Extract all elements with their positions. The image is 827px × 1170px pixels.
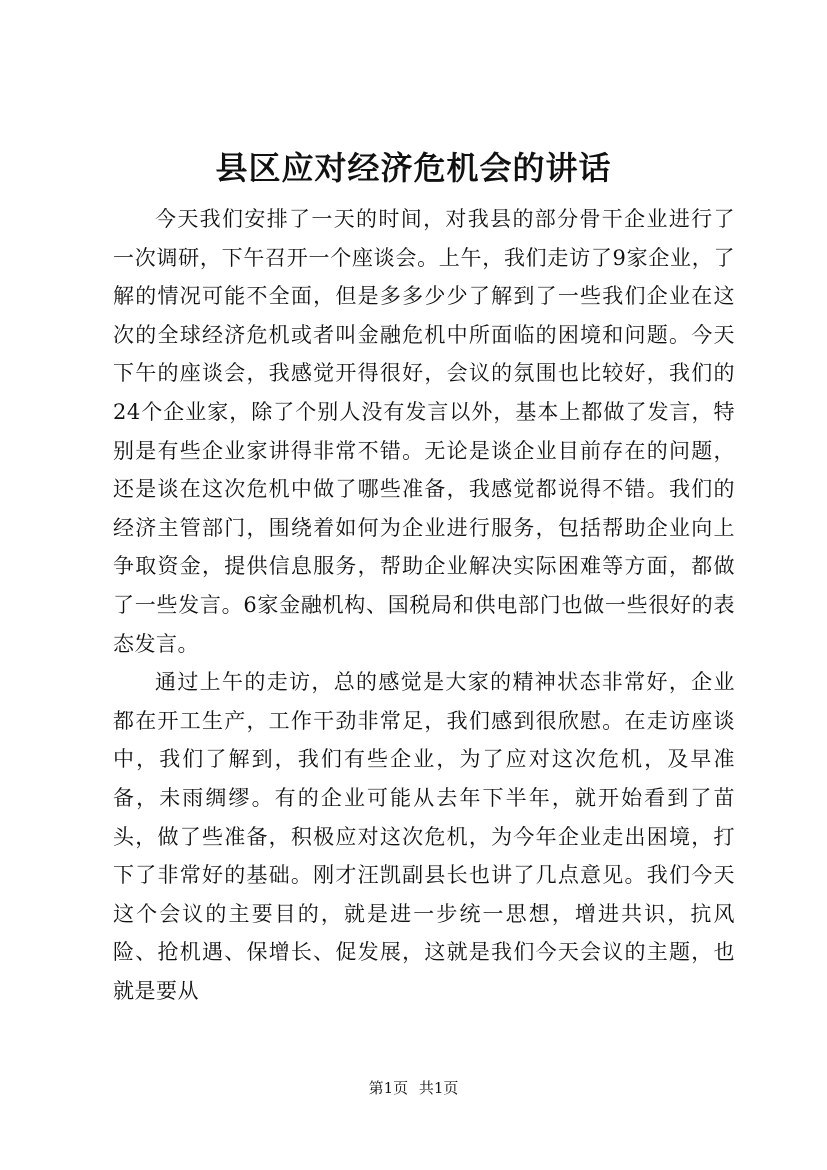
body-paragraph-2: 通过上午的走访，总的感觉是大家的精神状态非常好，企业都在开工生产，工作干劲非常足，我们感到很欣慰。在走访座谈中，我们了解到，我们有些企业，为了应对这次危机，及早准备，未雨绸缪。有的企业可能从去年下半年，就开始看到了苗头，做了些准备，积极应对这次危机，为今年企业走出困境，打下了非常好的基础。刚才汪凯副县长也讲了几点意见。我们今天这个会议的主要目的，就是进一步统一思想，增进共识，抗风险、抢机遇、保增长、促发展，这就是我们今天会议的主题，也就是要从 [113,670,735,1003]
body-paragraph-1: 今天我们安排了一天的时间，对我县的部分骨干企业进行了一次调研，下午召开一个座谈会。上午，我们走访了9家企业，了解的情况可能不全面，但是多多少少了解到了一些我们企业在这次的全球经济危机或者叫金融危机中所面临的困境和问题。今天下午的座谈会，我感觉开得很好，会议的氛围也比较好，我们的24个企业家，除了个别人没有发言以外，基本上都做了发言，特别是有些企业家讲得非常不错。无论是谈企业目前存在的问题，还是谈在这次危机中做了哪些准备，我感觉都说得不错。我们的经济主管部门，围绕着如何为企业进行服务，包括帮助企业向上争取资金，提供信息服务，帮助企业解决实际困难等方面，都做了一些发言。6家金融机构、国税局和供电部门也做一些很好的表态发言。 [113,207,735,656]
document-body [113,200,735,1010]
page-footer: 第1页 共1页 [368,1079,459,1097]
document-title: 县区应对经济危机会的讲话 [215,149,612,187]
